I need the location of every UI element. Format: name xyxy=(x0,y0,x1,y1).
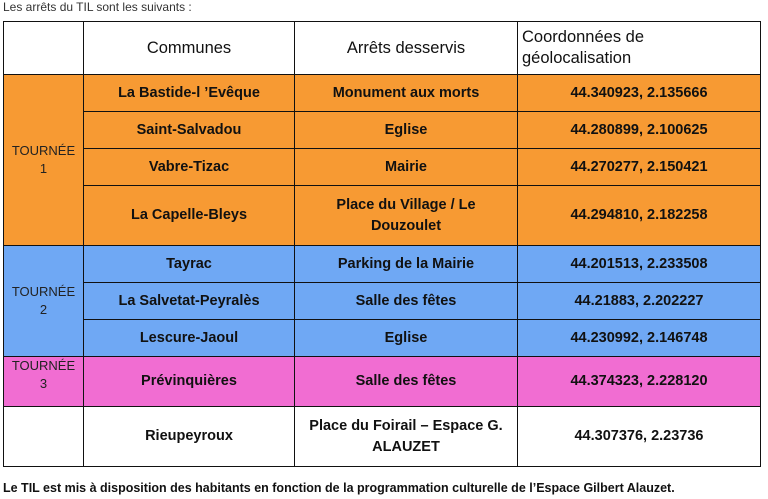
cell-coord: 44.374323, 2.228120 xyxy=(518,357,761,407)
cell-arret: Salle des fêtes xyxy=(295,283,518,320)
header-tour xyxy=(4,22,84,75)
cell-commune: Lescure-Jaoul xyxy=(84,320,295,357)
cell-arret: Salle des fêtes xyxy=(295,357,518,407)
tour-label-line2: 1 xyxy=(39,161,48,176)
table-row xyxy=(4,407,761,467)
intro-text: Les arrêts du TIL sont les suivants : xyxy=(3,0,192,14)
header-communes: Communes xyxy=(84,22,295,75)
cell-coord: 44.280899, 2.100625 xyxy=(518,112,761,149)
cell-coord: 44.201513, 2.233508 xyxy=(518,246,761,283)
cell-coord: 44.230992, 2.146748 xyxy=(518,320,761,357)
table-row xyxy=(4,283,761,320)
table-row xyxy=(4,112,761,149)
cell-coord: 44.307376, 2.23736 xyxy=(518,407,761,467)
cell-arret xyxy=(295,186,518,246)
tour-label-line1: TOURNÉE xyxy=(11,284,76,299)
tour-3-label xyxy=(4,357,84,407)
cell-arret-line2: ALAUZET xyxy=(372,438,440,455)
cell-arret: Eglise xyxy=(295,320,518,357)
header-arrets: Arrêts desservis xyxy=(295,22,518,75)
cell-arret-line2: Douzoulet xyxy=(370,217,442,234)
tour-label-line1: TOURNÉE xyxy=(11,358,76,373)
cell-commune: La Salvetat-Peyralès xyxy=(84,283,295,320)
table-row xyxy=(4,357,761,407)
cell-commune: Vabre-Tizac xyxy=(84,149,295,186)
cell-commune: Tayrac xyxy=(84,246,295,283)
header-coord-line2: géolocalisation xyxy=(522,49,632,67)
cell-arret xyxy=(295,407,518,467)
cell-arret-line1: Place du Foirail – Espace G. xyxy=(309,417,503,434)
tour-label-line2: 3 xyxy=(39,376,48,391)
table-row xyxy=(4,246,761,283)
table-row xyxy=(4,75,761,112)
stops-table xyxy=(3,21,761,467)
cell-commune: La Capelle-Bleys xyxy=(84,186,295,246)
cell-commune: Saint-Salvadou xyxy=(84,112,295,149)
footer-note: Le TIL est mis à disposition des habitants en fonction de la programmation culturelle de l’Espace Gilbert Alauzet. xyxy=(3,481,675,495)
table-row xyxy=(4,149,761,186)
table-row xyxy=(4,320,761,357)
header-coord-line1: Coordonnées de xyxy=(522,28,645,46)
header-coordonnees xyxy=(518,22,761,75)
cell-arret-line1: Place du Village / Le xyxy=(336,196,476,213)
cell-commune: Rieupeyroux xyxy=(84,407,295,467)
table-header-row xyxy=(4,22,761,75)
tour-label-line1: TOURNÉE xyxy=(11,143,76,158)
cell-arret: Monument aux morts xyxy=(295,75,518,112)
cell-commune: La Bastide-l ’Evêque xyxy=(84,75,295,112)
cell-arret: Mairie xyxy=(295,149,518,186)
table-row xyxy=(4,186,761,246)
tour-label-line2: 2 xyxy=(39,302,48,317)
cell-arret: Eglise xyxy=(295,112,518,149)
tour-empty xyxy=(4,407,84,467)
tour-2-label xyxy=(4,246,84,357)
cell-commune: Prévinquières xyxy=(84,357,295,407)
cell-coord: 44.340923, 2.135666 xyxy=(518,75,761,112)
cell-coord: 44.270277, 2.150421 xyxy=(518,149,761,186)
tour-1-label xyxy=(4,75,84,246)
cell-arret: Parking de la Mairie xyxy=(295,246,518,283)
cell-coord: 44.294810, 2.182258 xyxy=(518,186,761,246)
cell-coord: 44.21883, 2.202227 xyxy=(518,283,761,320)
